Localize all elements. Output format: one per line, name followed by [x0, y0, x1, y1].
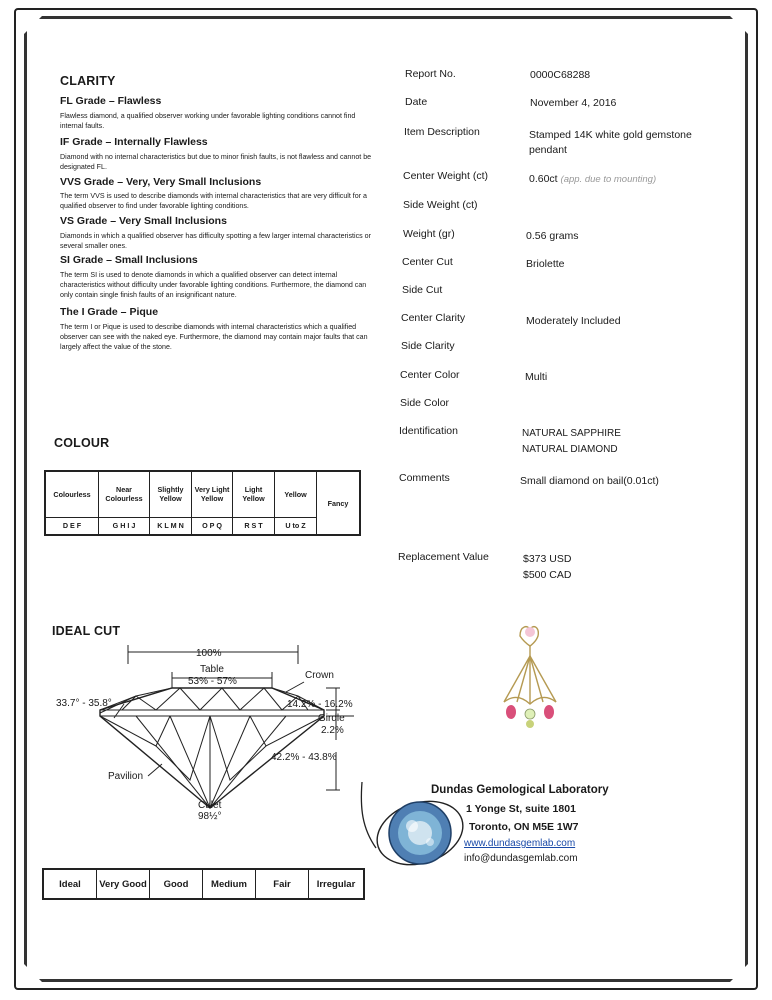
- colour-col-name: Very Light Yellow: [192, 471, 233, 517]
- center-color-label: Center Color: [400, 369, 460, 381]
- grade-si-title: SI Grade – Small Inclusions: [60, 254, 198, 266]
- side-weight-label: Side Weight (ct): [403, 199, 478, 211]
- grade-vs-desc: Diamonds in which a qualified observer has difficulty spotting a few larger internal characteristics or several smaller ones.: [60, 232, 371, 250]
- colour-col-grades: R S T: [233, 517, 275, 535]
- colour-col-name: Yellow: [275, 471, 317, 517]
- colour-col-grades: O P Q: [192, 517, 233, 535]
- center-weight-label: Center Weight (ct): [403, 170, 488, 182]
- cut-culet-label: Culet: [198, 800, 222, 811]
- ideal-cut-heading: IDEAL CUT: [52, 624, 121, 638]
- grade-vs-title: VS Grade – Very Small Inclusions: [60, 215, 227, 227]
- pendant-photo: [490, 622, 570, 732]
- comments-label: Comments: [399, 472, 450, 484]
- colour-col-name: Near Colourless: [99, 471, 150, 517]
- grade-i-desc: The term I or Pique is used to describe diamonds with internal characteristics which a qualified observer can see with the naked eye. Furthermore, the diamond may contain major faults that can largely affect the value of the stone.: [60, 323, 368, 351]
- cut-crown-angle: 33.7° - 35.8°: [56, 698, 112, 709]
- cut-girdle-value: 2.2%: [321, 725, 344, 736]
- cut-table-label: Table: [200, 664, 224, 675]
- identification-label: Identification: [399, 425, 458, 437]
- colour-col-name: Slightly Yellow: [150, 471, 192, 517]
- clarity-heading: CLARITY: [60, 74, 116, 88]
- replacement-usd: $373 USD: [523, 553, 572, 565]
- weight-gr-label: Weight (gr): [403, 228, 455, 240]
- lab-address-1: 1 Yonge St, suite 1801: [466, 803, 576, 815]
- item-description-value: Stamped 14K white gold gemstone pendant: [529, 129, 692, 156]
- weight-gr-value: 0.56 grams: [526, 230, 579, 242]
- lab-email: info@dundasgemlab.com: [464, 853, 578, 864]
- report-no-label: Report No.: [405, 68, 456, 80]
- replacement-cad: $500 CAD: [523, 569, 572, 581]
- grade-vvs-title: VVS Grade – Very, Very Small Inclusions: [60, 176, 262, 188]
- center-cut-label: Center Cut: [402, 256, 453, 268]
- cut-crown-label: Crown: [305, 670, 334, 681]
- colour-scale-table: [44, 470, 361, 536]
- replacement-value-label: Replacement Value: [398, 551, 489, 563]
- grade-si-desc: The term SI is used to denote diamonds in which a qualified observer can detect internal characteristics without difficulty under favorable lighting conditions. Furthermore, the diamond can only contain single finish faults of an insignificant nature.: [60, 271, 367, 299]
- center-weight-note: (app. due to mounting): [560, 174, 657, 185]
- lab-website-link[interactable]: www.dundasgemlab.com: [464, 838, 576, 849]
- cut-pavilion-depth: 42.2% - 43.8%: [271, 752, 337, 763]
- center-color-value: Multi: [525, 371, 548, 383]
- colour-col-name: Light Yellow: [233, 471, 275, 517]
- side-color-label: Side Color: [400, 397, 450, 409]
- cut-grade-cell: Fair: [256, 869, 309, 899]
- cut-girdle-label: Girdle: [318, 713, 345, 724]
- colour-col-name: Colourless: [45, 471, 99, 517]
- colour-col-grades: D E F: [45, 517, 99, 535]
- cut-grade-cell: Very Good: [97, 869, 150, 899]
- cut-pavilion-label: Pavilion: [108, 771, 144, 782]
- grade-fl-title: FL Grade – Flawless: [60, 95, 162, 107]
- report-no-value: 0000C68288: [530, 69, 591, 81]
- cut-grade-cell: Good: [150, 869, 203, 899]
- side-cut-label: Side Cut: [402, 284, 443, 296]
- comments-value: Small diamond on bail(0.01ct): [520, 475, 659, 487]
- cut-table-range: 53% - 57%: [188, 676, 237, 687]
- center-clarity-label: Center Clarity: [401, 312, 466, 324]
- center-cut-value: Briolette: [526, 258, 565, 270]
- cut-width-label: 100%: [196, 648, 222, 659]
- item-description-label: Item Description: [404, 126, 480, 138]
- cut-grade-scale: [42, 868, 365, 900]
- cut-grade-cell: Ideal: [43, 869, 97, 899]
- center-weight-value-row: [529, 173, 656, 185]
- lab-name: Dundas Gemological Laboratory: [431, 784, 609, 796]
- lab-address-2: Toronto, ON M5E 1W7: [469, 821, 579, 833]
- identification-value-1: NATURAL SAPPHIRE: [522, 428, 621, 439]
- colour-col-grades: G H I J: [99, 517, 150, 535]
- grade-vvs-desc: The term VVS is used to describe diamonds with internal characteristics that are very difficult for a qualified observer to find under favorable lighting conditions.: [60, 192, 368, 210]
- center-weight-value: 0.60ct: [529, 173, 558, 185]
- grade-if-title: IF Grade – Internally Flawless: [60, 136, 208, 148]
- cut-culet-angle: 98½°: [198, 811, 222, 822]
- date-value: November 4, 2016: [530, 97, 617, 109]
- center-clarity-value: Moderately Included: [526, 315, 621, 327]
- grade-fl-desc: Flawless diamond, a qualified observer working under favorable lighting conditions cannot find internal faults.: [60, 112, 356, 130]
- grade-i-title: The I Grade – Pique: [60, 306, 159, 318]
- cut-grade-cell: Medium: [203, 869, 256, 899]
- colour-col-grades: K L M N: [150, 517, 192, 535]
- date-label: Date: [405, 96, 428, 108]
- cut-grade-cell: Irregular: [309, 869, 365, 899]
- colour-col-grades: U to Z: [275, 517, 317, 535]
- grade-if-desc: Diamond with no internal characteristics but due to minor finish faults, is not flawless and cannot be designated FL.: [60, 153, 372, 171]
- colour-col-name: Fancy: [317, 471, 361, 535]
- colour-heading: COLOUR: [54, 436, 110, 450]
- identification-value-2: NATURAL DIAMOND: [522, 444, 618, 455]
- cut-crown-height: 14.2% - 16.2%: [287, 699, 353, 710]
- side-clarity-label: Side Clarity: [401, 340, 455, 352]
